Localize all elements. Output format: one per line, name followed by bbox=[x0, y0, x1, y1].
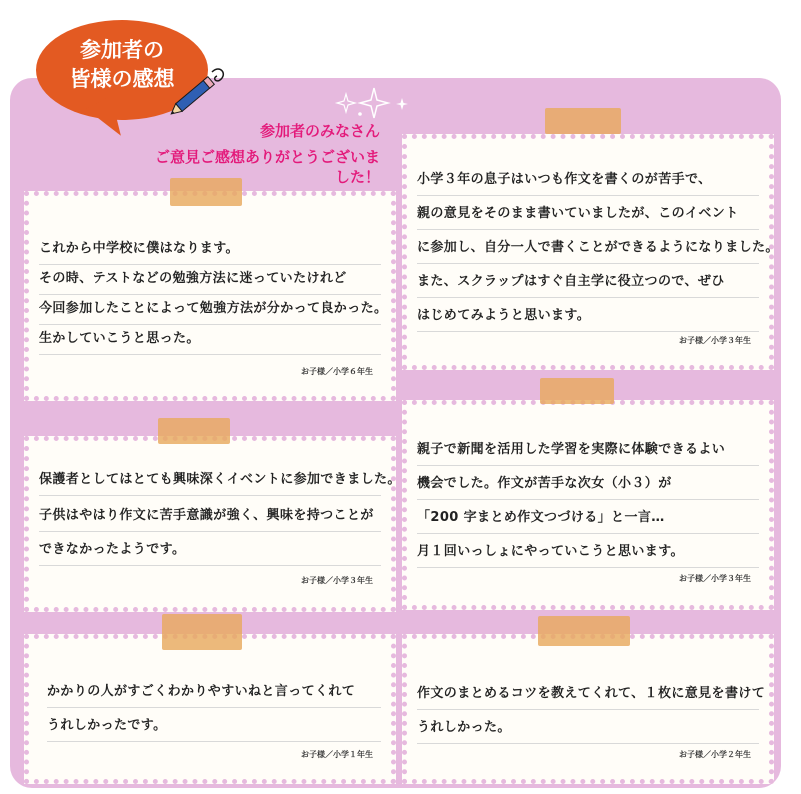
comment-attribution: お子様／小学３年生 bbox=[679, 574, 751, 583]
comment-line: 親の意見をそのまま書いていましたが、このイベント bbox=[417, 199, 759, 230]
heading-line-2: ご意見ご感想ありがとうございました！ bbox=[154, 148, 380, 186]
comment-line: その時、テストなどの勉強方法に迷っていたけれど bbox=[39, 264, 381, 295]
comment-line: これから中学校に僕はなります。 bbox=[39, 234, 381, 265]
pencil-icon bbox=[160, 64, 230, 124]
comment-line: はじめてみようと思います。 bbox=[417, 301, 759, 332]
comment-line: 機会でした。作文が苦手な次女（小３）が bbox=[417, 469, 759, 500]
comment-attribution: お子様／小学６年生 bbox=[301, 367, 373, 376]
comment-line: できなかったようです。 bbox=[39, 535, 381, 566]
comment-line: 生かしていこうと思った。 bbox=[39, 324, 381, 355]
tape-strip bbox=[170, 178, 242, 206]
tape-strip bbox=[538, 616, 630, 646]
comment-attribution: お子様／小学３年生 bbox=[301, 576, 373, 585]
sparkle-icon bbox=[330, 84, 410, 124]
comment-line: 子供はやはり作文に苦手意識が強く、興味を持つことが bbox=[39, 501, 381, 532]
comment-line: かかりの人がすごくわかりやすいねと言ってくれて bbox=[47, 677, 381, 708]
comment-card bbox=[402, 400, 774, 610]
comment-line: また、スクラップはすぐ自主学に役立つので、ぜひ bbox=[417, 267, 759, 298]
comment-line: 作文のまとめるコツを教えてくれて、１枚に意見を書けて bbox=[417, 679, 759, 710]
heading-line-1: 参加者のみなさん bbox=[259, 122, 380, 140]
comment-attribution: お子様／小学２年生 bbox=[679, 750, 751, 759]
comment-card bbox=[402, 134, 779, 370]
badge-line-1: 参加者の bbox=[80, 38, 164, 62]
comment-line: 親子で新聞を活用した学習を実際に体験できるよい bbox=[417, 435, 759, 466]
comment-attribution: お子様／小学３年生 bbox=[679, 336, 751, 345]
comment-card bbox=[24, 436, 401, 612]
comment-line: 小学３年の息子はいつも作文を書くのが苦手で、 bbox=[417, 165, 759, 196]
badge-line-2: 皆様の感想 bbox=[69, 67, 175, 91]
tape-strip bbox=[162, 614, 242, 650]
comment-line: うれしかった。 bbox=[417, 713, 759, 744]
comment-line: に参加し、自分一人で書くことができるようになりました。 bbox=[417, 233, 759, 264]
comment-line: 月１回いっしょにやっていこうと思います。 bbox=[417, 537, 759, 568]
tape-strip bbox=[540, 378, 614, 404]
comment-line: 保護者としてはとても興味深くイベントに参加できました。 bbox=[39, 465, 381, 496]
comment-line: うれしかったです。 bbox=[47, 711, 381, 742]
comment-card bbox=[402, 634, 774, 784]
comment-line: 今回参加したことによって勉強方法が分かって良かった。 bbox=[39, 294, 381, 325]
comment-card bbox=[24, 634, 396, 784]
tape-strip bbox=[545, 108, 621, 134]
tape-strip bbox=[158, 418, 230, 444]
comment-card bbox=[24, 191, 396, 401]
comment-attribution: お子様／小学１年生 bbox=[301, 750, 373, 759]
comment-line: 「200 字まとめ作文つづける」と一言… bbox=[417, 503, 759, 534]
